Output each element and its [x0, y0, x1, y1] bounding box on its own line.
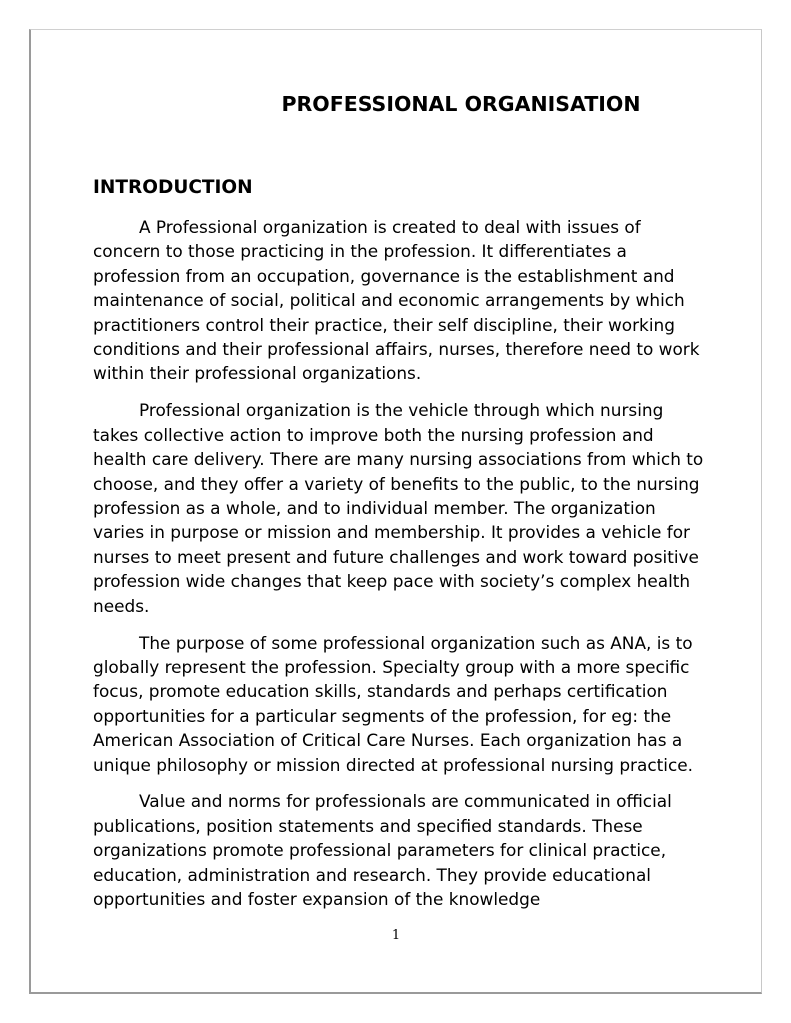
paragraph: Professional organization is the vehicle through which nursing takes collective action to improve both the nursing profession and health care delivery. There are many nursing associations from which to choose, and they offer a variety of benefits to the public, to the nursing profession as a whole, and to individual member. The organization varies in purpose or mission and membership. It provides a vehicle for nurses to meet present and future challenges and work toward positive profession wide changes that keep pace with society’s complex health needs. [93, 400, 704, 616]
paragraph: A Professional organization is created to deal with issues of concern to those practicing in the profession. It differentiates a profession from an occupation, governance is the establishment and maintenance of social, political and economic arrangements by which practitioners control their practice, their self discipline, their working conditions and their professional affairs, nurses, therefore need to work within their professional organizations. [93, 217, 700, 384]
paragraph: The purpose of some professional organization such as ANA, is to globally represent the profession. Specialty group with a more specific focus, promote education skills, standards and perhaps certification opportunities for a particular segments of the profession, for eg: the American Association of Critical Care Nurses. Each organization has a unique philosophy or mission directed at professional nursing practice. [93, 632, 693, 775]
section-heading: INTRODUCTION [93, 177, 253, 198]
page-number: 1 [391, 928, 401, 943]
page-title [31, 92, 761, 116]
paragraph: Value and norms for professionals are communicated in official publications, position statements and specified standards. These organizations promote professional parameters for clinical practice, education, administration and research. They provide educational opportunities and foster expansion of the knowledge [93, 791, 672, 910]
page-title-text: PROFESSIONAL ORGANISATION [281, 92, 641, 116]
body-text [93, 215, 705, 911]
document-page [29, 29, 762, 994]
